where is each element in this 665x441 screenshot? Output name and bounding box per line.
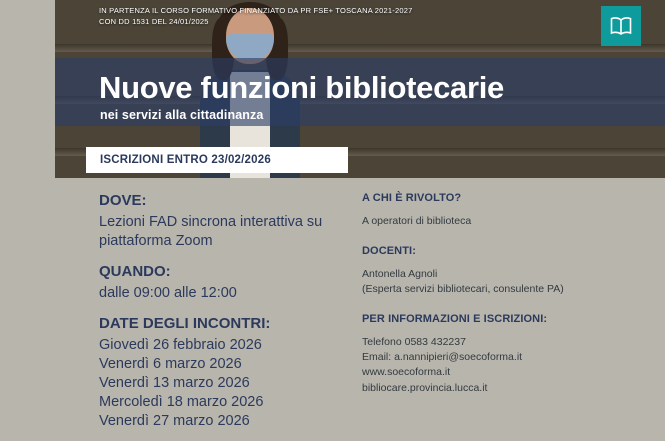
website-link[interactable]: www.soecoforma.it bbox=[362, 366, 451, 379]
dates-heading: DATE DEGLI INCONTRI: bbox=[99, 314, 271, 332]
right-column bbox=[362, 192, 622, 396]
shelf-divider bbox=[0, 44, 665, 52]
when-text: dalle 09:00 alle 12:00 bbox=[99, 284, 237, 301]
funding-note: IN PARTENZA IL CORSO FORMATIVO FINANZIATO DA PR FSE+ TOSCANA 2021-2027 CON DD 1531 DEL 24/01/2025 bbox=[99, 6, 413, 26]
left-column bbox=[99, 192, 349, 431]
audience-heading: A CHI È RIVOLTO? bbox=[362, 192, 462, 204]
teacher-role: (Esperta servizi bibliotecari, consulente PA) bbox=[362, 282, 564, 295]
page-subtitle: nei servizi alla cittadinanza bbox=[100, 108, 264, 122]
list-item: Venerdì 6 marzo 2026 bbox=[99, 355, 242, 372]
audience-text: A operatori di biblioteca bbox=[362, 214, 472, 227]
open-book-icon bbox=[601, 6, 641, 46]
poster-body bbox=[0, 178, 665, 441]
list-item: Mercoledì 18 marzo 2026 bbox=[99, 394, 264, 410]
info-heading: PER INFORMAZIONI E ISCRIZIONI: bbox=[362, 313, 548, 326]
when-heading: QUANDO: bbox=[99, 263, 171, 280]
dates-list bbox=[99, 336, 349, 432]
where-heading: DOVE: bbox=[99, 192, 147, 209]
teacher-name: Antonella Agnoli bbox=[362, 267, 438, 280]
page-title: Nuove funzioni bibliotecarie bbox=[99, 70, 504, 105]
website-link-secondary[interactable]: bibliocare.provincia.lucca.it bbox=[362, 381, 488, 394]
list-item: Giovedì 26 febbraio 2026 bbox=[99, 336, 262, 353]
phone-text: Telefono 0583 432237 bbox=[362, 335, 466, 348]
where-text: Lezioni FAD sincrona interattiva su piattaforma Zoom bbox=[99, 213, 323, 249]
deadline-text: ISCRIZIONI ENTRO 23/02/2026 bbox=[100, 154, 271, 166]
list-item: Venerdì 27 marzo 2026 bbox=[99, 413, 250, 430]
left-margin-stripe bbox=[0, 0, 55, 178]
email-text[interactable]: Email: a.nannipieri@soecoforma.it bbox=[362, 351, 523, 364]
list-item: Venerdì 13 marzo 2026 bbox=[99, 374, 250, 391]
teachers-heading: DOCENTI: bbox=[362, 244, 416, 257]
deadline-badge bbox=[86, 147, 348, 173]
